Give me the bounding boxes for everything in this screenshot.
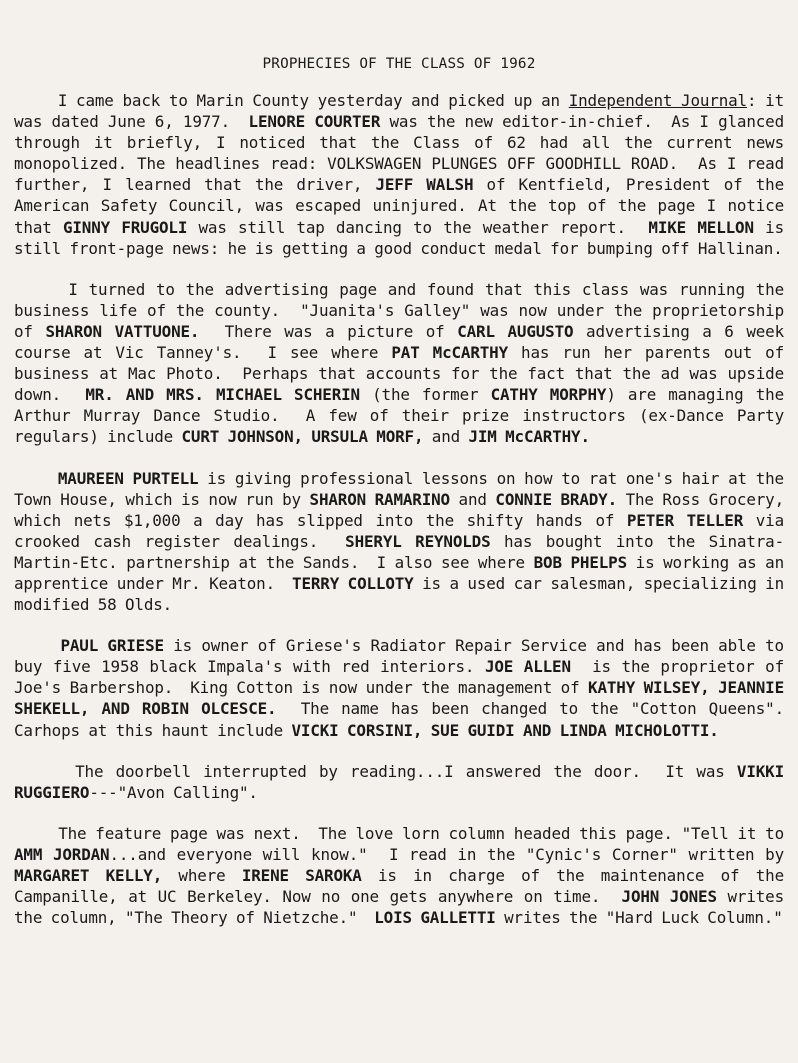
- paragraph-text: ---"Avon Calling".: [89, 782, 258, 802]
- name-highlight: MARGARET KELLY,: [14, 866, 163, 885]
- paragraph: [14, 823, 793, 928]
- name-highlight: MR. AND MRS. MICHAEL SCHERIN: [85, 385, 360, 405]
- paragraph: [14, 468, 793, 616]
- paragraph-text: is in charge of the maintenance of the Campanille, at UC Berkeley. Now no one gets anywhere on time.: [14, 866, 793, 907]
- name-highlight: JIM McCARTHY.: [468, 427, 590, 447]
- paragraph-text: [14, 469, 58, 488]
- name-highlight: JOE ALLEN: [484, 657, 571, 677]
- name-highlight: BOB PHELPS: [533, 552, 628, 572]
- name-highlight: GINNY FRUGOLI: [62, 217, 188, 237]
- paragraph-text: where: [162, 866, 242, 885]
- document-body: [14, 90, 793, 928]
- underlined-title: Independent Journal: [568, 91, 747, 110]
- page-title: PROPHECIES OF THE CLASS OF 1962: [262, 56, 536, 72]
- paragraph-text: was still tap dancing to the weather report.: [187, 217, 649, 237]
- name-highlight: JOHN JONES: [621, 887, 717, 907]
- name-highlight: PAT McCARTHY: [391, 343, 509, 363]
- name-highlight: KATHY WILSEY, JEANNIE SHEKELL, AND ROBIN OLCESCE.: [14, 678, 793, 719]
- paragraph-text: The Ross Grocery, which nets $1,000 a day has slipped into the shifty hands of: [14, 489, 793, 530]
- paragraph: [14, 279, 793, 448]
- paragraph-text: is working as an apprentice under Mr. Keaton.: [14, 552, 793, 593]
- name-highlight: CONNIE BRADY.: [495, 489, 617, 509]
- name-highlight: MIKE MELLON: [648, 217, 754, 237]
- paragraph-text: writes the column, "The Theory of Nietzche.": [14, 887, 793, 928]
- name-highlight: LENORE COURTER: [248, 112, 381, 132]
- paragraph-text: (the former: [359, 385, 491, 405]
- name-highlight: SHERYL REYNOLDS: [345, 531, 491, 551]
- name-highlight: SHARON RAMARINO: [309, 489, 450, 509]
- paragraph: [14, 90, 793, 259]
- name-highlight: SHARON VATTUONE.: [45, 321, 200, 341]
- document-page: [14, 54, 793, 948]
- paragraph-text: I turned to the advertising page and found that this class was running the business life of the county. "Juanita's Galley" was now under the proprietorship of: [14, 279, 793, 341]
- name-highlight: CARL AUGUSTO: [457, 321, 574, 341]
- name-highlight: MAUREEN PURTELL: [57, 468, 199, 488]
- name-highlight: VICKI CORSINI, SUE GUIDI AND LINDA MICHOLOTTI.: [291, 720, 719, 740]
- paragraph-text: ...and everyone will know." I read in the "Cynic's Corner" written by: [109, 844, 793, 864]
- paragraph-text: and: [449, 489, 496, 509]
- paragraph-text: I came back to Marin County yesterday and picked up an: [14, 91, 569, 110]
- name-highlight: TERRY COLLOTY: [292, 573, 414, 593]
- name-highlight: LOIS GALLETTI: [374, 908, 496, 928]
- name-highlight: VIKKI RUGGIERO: [14, 761, 793, 802]
- paragraph-text: writes the "Hard Luck Column.": [495, 908, 783, 928]
- paragraph-text: advertising a 6 week course at Vic Tanney's. I see where: [14, 321, 793, 363]
- name-highlight: PAUL GRIESE: [60, 636, 164, 656]
- paragraph-text: has bought into the Sinatra-Martin-Etc. partnership at the Sands. I also see where: [14, 531, 785, 572]
- name-highlight: PETER TELLER: [626, 510, 744, 530]
- paragraph: [14, 761, 793, 803]
- paragraph-text: The doorbell interrupted by reading...I answered the door. It was: [14, 761, 737, 781]
- paragraph: [14, 635, 793, 740]
- paragraph-text: [14, 636, 60, 655]
- paragraph-text: was the new editor-in-chief. As I glanced through it briefly, I noticed that the Class of 62 had all the current news monopolized. The headlines read: VOLKSWAGEN PLUNGES OFF GOODHILL ROAD. As I read further, I learned that the driver,: [14, 112, 793, 195]
- name-highlight: IRENE SAROKA: [241, 866, 362, 885]
- paragraph-text: has run her parents out of business at Mac Photo. Perhaps that accounts for the fact that the ad was upside down.: [14, 343, 793, 405]
- paragraph-text: There was a picture of: [199, 321, 458, 341]
- paragraph-text: The name has been changed to the "Cotton Queens". Carhops at this haunt include: [14, 699, 793, 740]
- paragraph-text: of Kentfield, President of the American Safety Council, was escaped uninjured. At the top of the page I notice that: [14, 175, 793, 237]
- paragraph-text: and: [423, 427, 469, 447]
- paragraph-text: via crooked cash register dealings.: [14, 510, 793, 551]
- paragraph-text: The feature page was next. The love lorn column headed this page. "Tell it to: [14, 823, 793, 843]
- name-highlight: CURT JOHNSON, URSULA MORF,: [181, 427, 424, 447]
- paragraph-text: is the proprietor of Joe's Barbershop. King Cotton is now under the management of: [14, 657, 793, 698]
- paragraph-text: : it was dated June 6, 1977.: [14, 91, 793, 132]
- paragraph-text: is giving professional lessons on how to rat one's hair at the Town House, which is now run by: [14, 468, 793, 509]
- paragraph-text: is still front-page news: he is getting a good conduct medal for bumping off Hallinan.: [14, 217, 793, 258]
- paragraph-text: is owner of Griese's Radiator Repair Service and has been able to buy five 1958 black Impala's with red interiors.: [14, 636, 793, 677]
- paragraph-text: ) are managing the Arthur Murray Dance Studio. A few of their prize instructors (ex-Dance Party regulars) include: [14, 385, 793, 447]
- name-highlight: JEFF WALSH: [375, 175, 474, 195]
- name-highlight: AMM JORDAN: [14, 844, 110, 864]
- name-highlight: CATHY MORPHY: [490, 385, 607, 405]
- paragraph-text: is a used car salesman, specializing in modified 58 Olds.: [14, 573, 793, 615]
